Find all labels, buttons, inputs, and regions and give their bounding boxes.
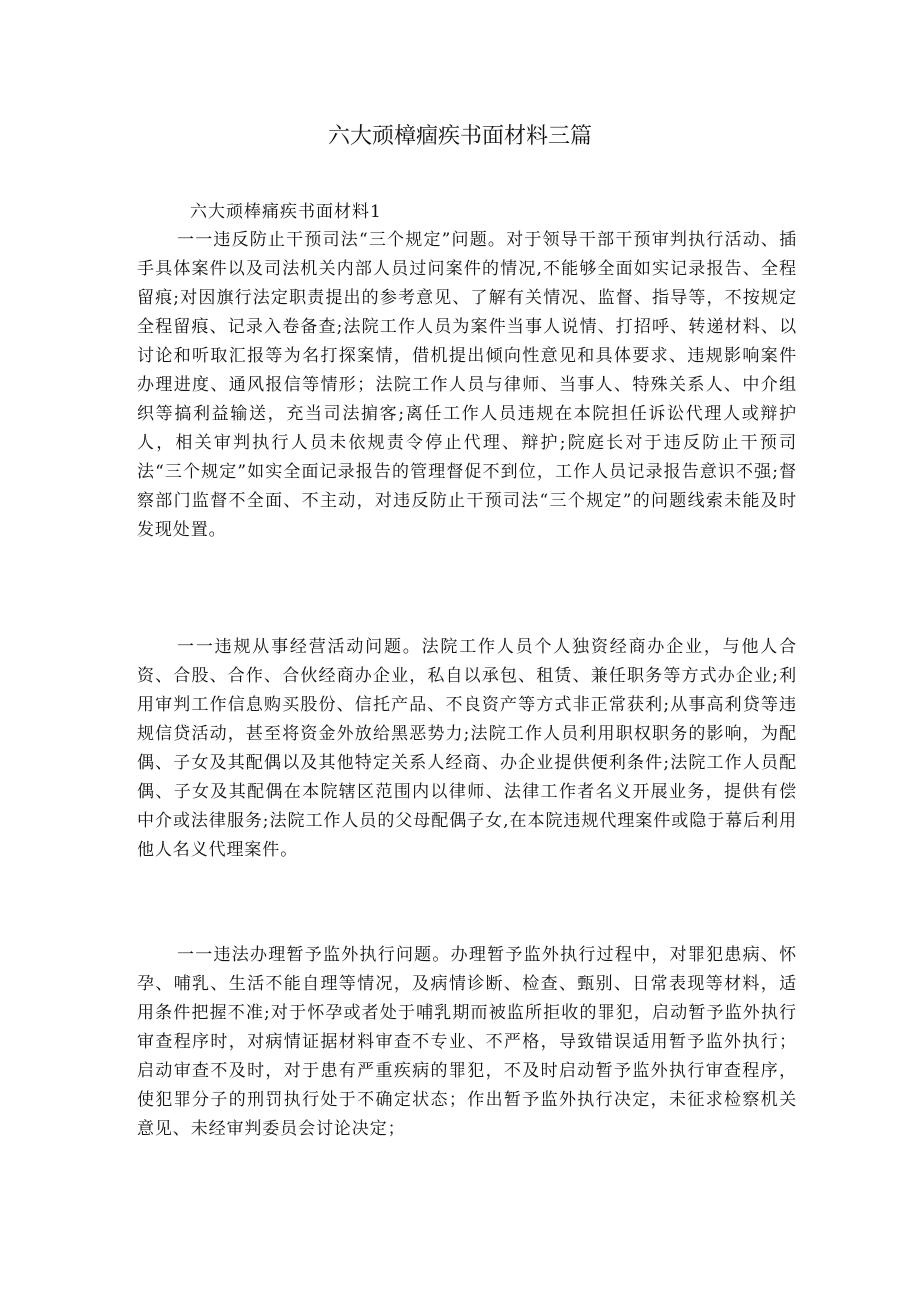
paragraph-1: 一一违反防止干预司法“三个规定”问题。对于领导干部干预审判执行活动、插手具体案件以及司法机关内部人员过问案件的情况,不能够全面如实记录报告、全程留痕;对因旗行法定职责提出的参考意见、了解有关情况、监督、指导等，不按规定全程留痕、记录入卷备查;法院工作人员为案件当事人说情、打招呼、转递材料、以讨论和听取汇报等为名打探案情，借机提出倾向性意见和具体要求、违规影响案件办理进度、通风报信等情形；法院工作人员与律师、当事人、特殊关系人、中介组织等搞利益输送，充当司法掮客;离任工作人员违规在本院担任诉讼代理人或辩护人，相关审判执行人员未依规责令停止代理、辩护;院庭长对于违反防止干预司法“三个规定”如实全面记录报告的管理督促不到位，工作人员记录报告意识不强;督察部门监督不全面、不主动，对违反防止干预司法“三个规定”的问题线索未能及时发现处置。 xyxy=(137,230,797,540)
paragraph-2: 一一违规从事经营活动问题。法院工作人员个人独资经商办企业，与他人合资、合股、合作、合伙经商办企业，私自以承包、租赁、兼任职务等方式办企业;利用审判工作信息购买股份、信托产品、不良资产等方式非正常获利;从事高利贷等违规信贷活动，甚至将资金外放给黑恶势力;法院工作人员利用职权职务的影响，为配偶、子女及其配偶以及其他特定关系人经商、办企业提供便利条件;法院工作人员配偶、子女及其配偶在本院辖区范围内以律师、法律工作者名义开展业务，提供有偿中介或法律服务;法院工作人员的父母配偶子女,在本院违规代理案件或隐于幕后利用他人名义代理案件。 xyxy=(137,637,797,860)
paragraph-3: 一一违法办理暂予监外执行问题。办理暂予监外执行过程中，对罪犯患病、怀孕、哺乳、生活不能自理等情况，及病情诊断、检查、甄别、日常表现等材料，适用条件把握不准;对于怀孕或者处于哺乳期而被监所拒收的罪犯，启动暂予监外执行审查程序时，对病情证据材料审查不专业、不严格，导致错误适用暂予监外执行；启动审查不及时，对于患有严重疾病的罪犯，不及时启动暂予监外执行审查程序，使犯罪分子的刑罚执行处于不确定状态；作出暂予监外执行决定，未征求检察机关意见、未经审判委员会讨论决定； xyxy=(137,945,797,1139)
document-title: 六大顽樟痼疾书面材料三篇 xyxy=(327,124,592,149)
section-title: 六大顽棒痛疾书面材料1 xyxy=(190,202,382,222)
